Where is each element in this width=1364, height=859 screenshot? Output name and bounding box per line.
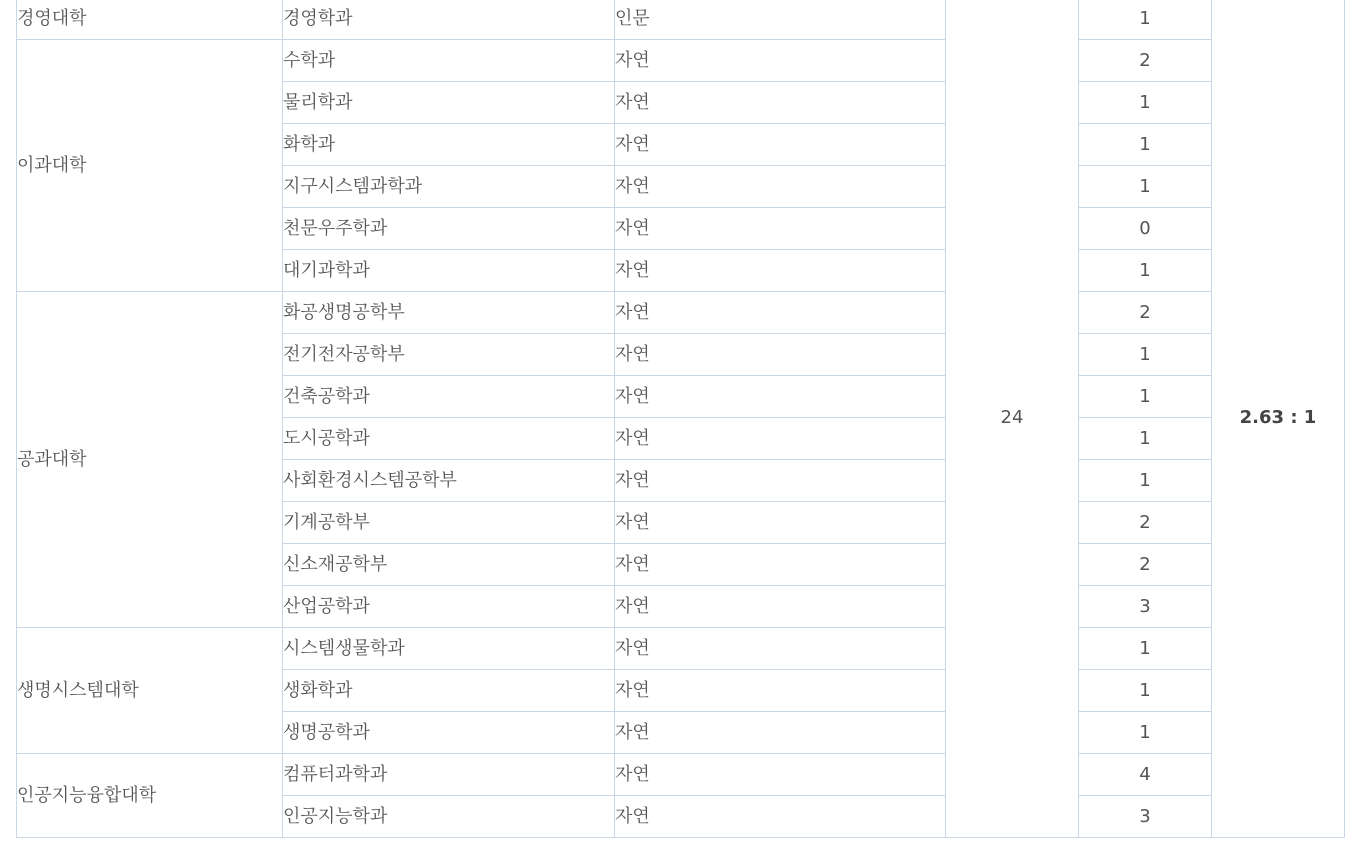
admission-table-wrapper [16, 0, 1345, 838]
track-cell: 자연 [615, 250, 946, 292]
total-quota-cell: 24 [946, 0, 1079, 838]
department-name-cell: 수학과 [283, 40, 615, 82]
applicant-count-cell: 3 [1079, 796, 1212, 838]
track-cell: 자연 [615, 754, 946, 796]
applicant-count-cell: 1 [1079, 0, 1212, 40]
applicant-count-cell: 1 [1079, 460, 1212, 502]
track-cell: 자연 [615, 670, 946, 712]
table-row [17, 40, 1345, 82]
college-name-cell: 공과대학 [17, 292, 283, 628]
college-name-cell: 생명시스템대학 [17, 628, 283, 754]
department-name-cell: 화학과 [283, 124, 615, 166]
track-cell: 자연 [615, 460, 946, 502]
department-name-cell: 시스템생물학과 [283, 628, 615, 670]
track-cell: 자연 [615, 628, 946, 670]
admission-results-table [16, 0, 1345, 838]
admission-table-body [17, 0, 1345, 838]
applicant-count-cell: 2 [1079, 502, 1212, 544]
applicant-count-cell: 1 [1079, 250, 1212, 292]
department-name-cell: 물리학과 [283, 82, 615, 124]
department-name-cell: 생명공학과 [283, 712, 615, 754]
track-cell: 자연 [615, 418, 946, 460]
competition-ratio-cell: 2.63 : 1 [1212, 0, 1345, 838]
track-cell: 자연 [615, 796, 946, 838]
applicant-count-cell: 1 [1079, 124, 1212, 166]
track-cell: 자연 [615, 166, 946, 208]
college-name-cell: 이과대학 [17, 40, 283, 292]
track-cell: 자연 [615, 502, 946, 544]
track-cell: 인문 [615, 0, 946, 40]
table-row [17, 628, 1345, 670]
applicant-count-cell: 3 [1079, 586, 1212, 628]
track-cell: 자연 [615, 124, 946, 166]
track-cell: 자연 [615, 208, 946, 250]
department-name-cell: 전기전자공학부 [283, 334, 615, 376]
applicant-count-cell: 1 [1079, 628, 1212, 670]
department-name-cell: 기계공학부 [283, 502, 615, 544]
applicant-count-cell: 1 [1079, 82, 1212, 124]
department-name-cell: 경영학과 [283, 0, 615, 40]
table-row [17, 754, 1345, 796]
college-name-cell: 경영대학 [17, 0, 283, 40]
department-name-cell: 신소재공학부 [283, 544, 615, 586]
department-name-cell: 생화학과 [283, 670, 615, 712]
applicant-count-cell: 4 [1079, 754, 1212, 796]
department-name-cell: 도시공학과 [283, 418, 615, 460]
applicant-count-cell: 1 [1079, 670, 1212, 712]
track-cell: 자연 [615, 334, 946, 376]
applicant-count-cell: 1 [1079, 166, 1212, 208]
department-name-cell: 대기과학과 [283, 250, 615, 292]
applicant-count-cell: 1 [1079, 712, 1212, 754]
track-cell: 자연 [615, 544, 946, 586]
applicant-count-cell: 0 [1079, 208, 1212, 250]
department-name-cell: 사회환경시스템공학부 [283, 460, 615, 502]
applicant-count-cell: 2 [1079, 292, 1212, 334]
applicant-count-cell: 1 [1079, 418, 1212, 460]
track-cell: 자연 [615, 376, 946, 418]
track-cell: 자연 [615, 586, 946, 628]
applicant-count-cell: 1 [1079, 334, 1212, 376]
department-name-cell: 천문우주학과 [283, 208, 615, 250]
department-name-cell: 컴퓨터과학과 [283, 754, 615, 796]
department-name-cell: 지구시스템과학과 [283, 166, 615, 208]
department-name-cell: 인공지능학과 [283, 796, 615, 838]
applicant-count-cell: 2 [1079, 40, 1212, 82]
table-row [17, 0, 1345, 40]
department-name-cell: 화공생명공학부 [283, 292, 615, 334]
college-name-cell: 인공지능융합대학 [17, 754, 283, 838]
track-cell: 자연 [615, 712, 946, 754]
track-cell: 자연 [615, 40, 946, 82]
department-name-cell: 산업공학과 [283, 586, 615, 628]
track-cell: 자연 [615, 292, 946, 334]
department-name-cell: 건축공학과 [283, 376, 615, 418]
applicant-count-cell: 1 [1079, 376, 1212, 418]
track-cell: 자연 [615, 82, 946, 124]
applicant-count-cell: 2 [1079, 544, 1212, 586]
table-row [17, 292, 1345, 334]
